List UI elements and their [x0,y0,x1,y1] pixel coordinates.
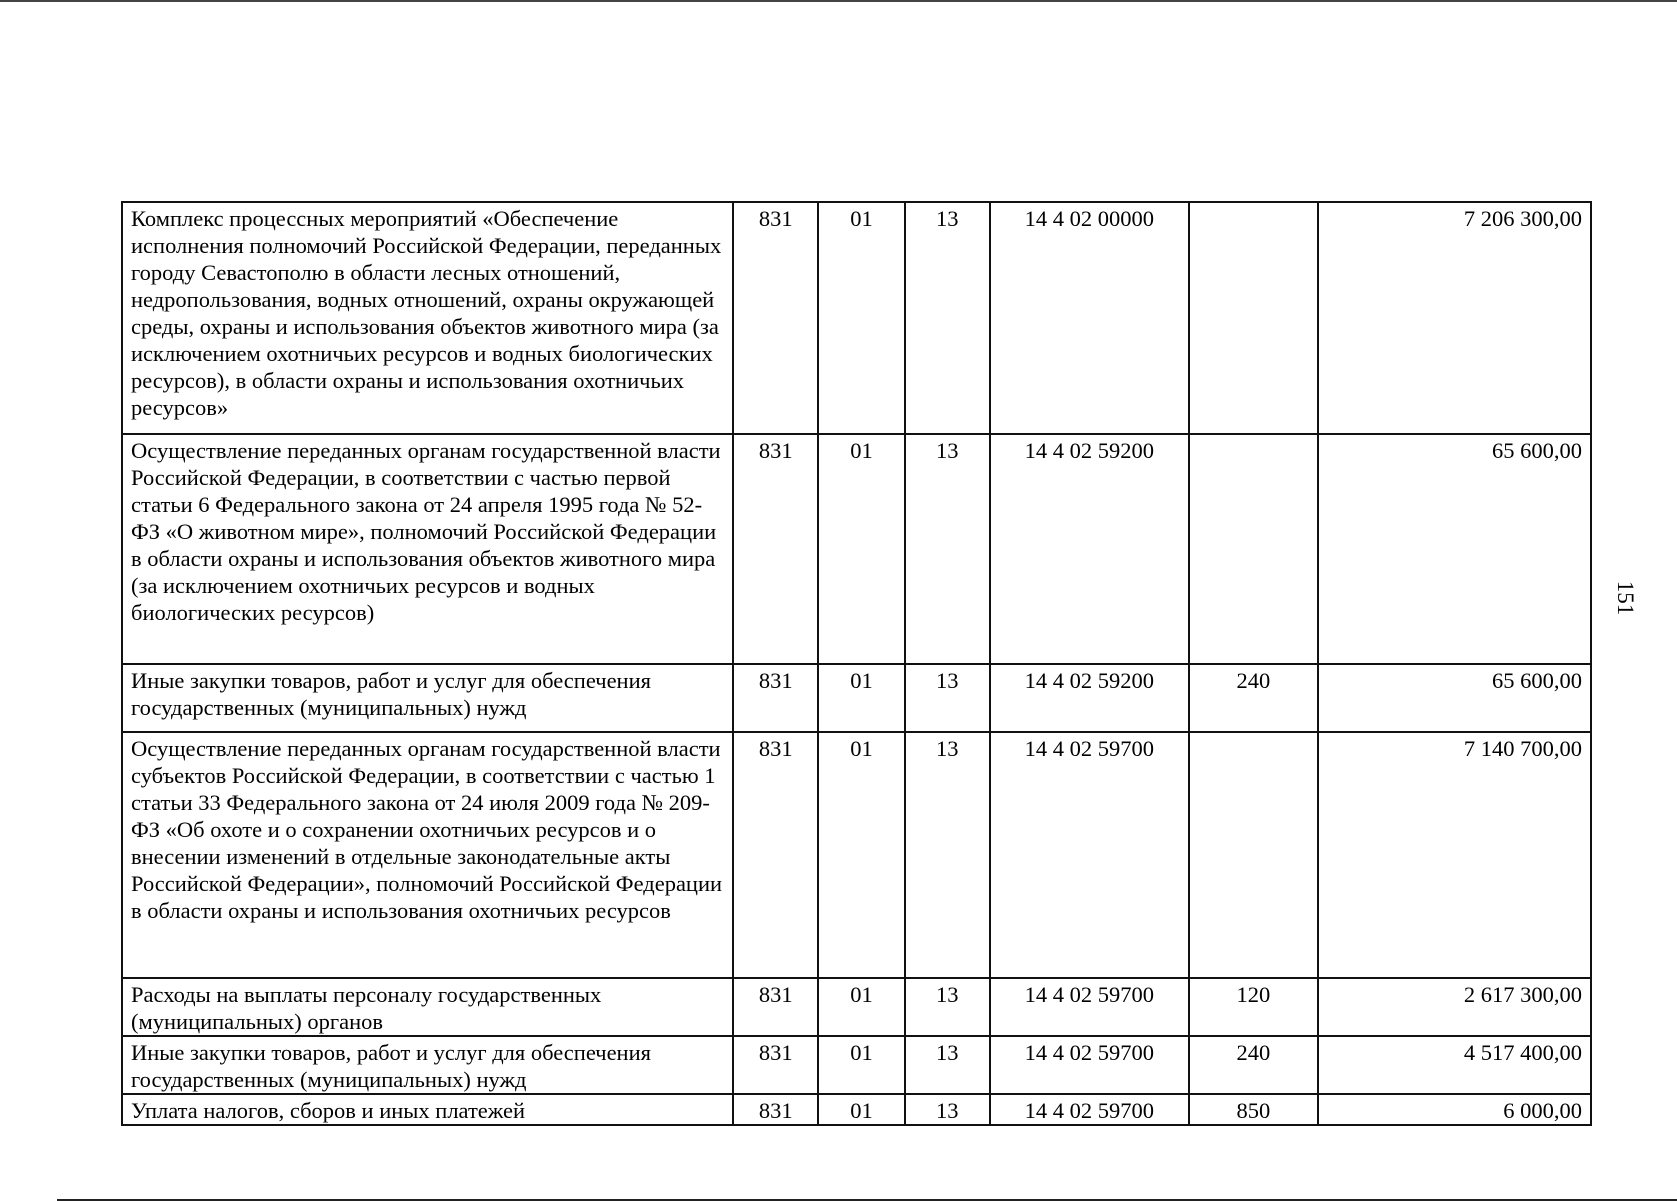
row-name: Иные закупки товаров, работ и услуг для обеспечения государственных (муниципальных) нужд [122,664,733,732]
section-code: 01 [818,664,904,732]
expense-type-code [1189,434,1318,664]
amount: 65 600,00 [1318,434,1591,664]
row-name: Комплекс процессных мероприятий «Обеспечение исполнения полномочий Российской Федерации, переданных городу Севастополю в области лесных отношений, недропользования, водных отношений, охраны окружающей среды, охраны и использования объектов животного мира (за исключением охотничьих ресурсов и водных биологических ресурсов), в области охраны и использования охотничьих ресурсов» [122,202,733,434]
expense-type-code: 850 [1189,1094,1318,1125]
target-code: 14 4 02 59700 [990,1094,1189,1125]
table-row [122,202,1591,434]
ministry-code: 831 [733,202,818,434]
ministry-code: 831 [733,434,818,664]
row-name: Уплата налогов, сборов и иных платежей [122,1094,733,1125]
amount: 7 206 300,00 [1318,202,1591,434]
section-code: 01 [818,1094,904,1125]
ministry-code: 831 [733,978,818,1036]
section-code: 01 [818,434,904,664]
section-code: 01 [818,1036,904,1094]
target-code: 14 4 02 59700 [990,1036,1189,1094]
table-row [122,664,1591,732]
expense-type-code [1189,202,1318,434]
ministry-code: 831 [733,664,818,732]
section-code: 01 [818,202,904,434]
subsection-code: 13 [905,1094,990,1125]
amount: 65 600,00 [1318,664,1591,732]
table-row [122,1094,1591,1125]
row-name: Расходы на выплаты персоналу государственных (муниципальных) органов [122,978,733,1036]
amount: 4 517 400,00 [1318,1036,1591,1094]
ministry-code: 831 [733,1036,818,1094]
budget-table [121,201,1592,1126]
expense-type-code [1189,732,1318,978]
row-name: Иные закупки товаров, работ и услуг для обеспечения государственных (муниципальных) нужд [122,1036,733,1094]
table-row [122,978,1591,1036]
amount: 2 617 300,00 [1318,978,1591,1036]
amount: 7 140 700,00 [1318,732,1591,978]
section-code: 01 [818,978,904,1036]
row-name: Осуществление переданных органам государственной власти субъектов Российской Федерации, в соответствии с частью 1 статьи 33 Федерального закона от 24 июля 2009 года № 209-ФЗ «Об охоте и о сохранении охотничьих ресурсов и о внесении изменений в отдельные законодательные акты Российской Федерации», полномочий Российской Федерации в области охраны и использования охотничьих ресурсов [122,732,733,978]
expense-type-code: 240 [1189,664,1318,732]
target-code: 14 4 02 59700 [990,732,1189,978]
subsection-code: 13 [905,202,990,434]
ministry-code: 831 [733,732,818,978]
subsection-code: 13 [905,434,990,664]
section-code: 01 [818,732,904,978]
row-name: Осуществление переданных органам государственной власти Российской Федерации, в соответствии с частью первой статьи 6 Федерального закона от 24 апреля 1995 года № 52-ФЗ «О животном мире», полномочий Российской Федерации в области охраны и использования объектов животного мира (за исключением охотничьих ресурсов и водных биологических ресурсов) [122,434,733,664]
subsection-code: 13 [905,732,990,978]
target-code: 14 4 02 59700 [990,978,1189,1036]
top-border-line [0,0,1677,2]
table-row [122,434,1591,664]
target-code: 14 4 02 59200 [990,664,1189,732]
subsection-code: 13 [905,1036,990,1094]
target-code: 14 4 02 00000 [990,202,1189,434]
expense-type-code: 240 [1189,1036,1318,1094]
target-code: 14 4 02 59200 [990,434,1189,664]
ministry-code: 831 [733,1094,818,1125]
page-number: 151 [1613,580,1638,616]
table-row [122,1036,1591,1094]
subsection-code: 13 [905,978,990,1036]
amount: 6 000,00 [1318,1094,1591,1125]
table-row [122,732,1591,978]
expense-type-code: 120 [1189,978,1318,1036]
subsection-code: 13 [905,664,990,732]
